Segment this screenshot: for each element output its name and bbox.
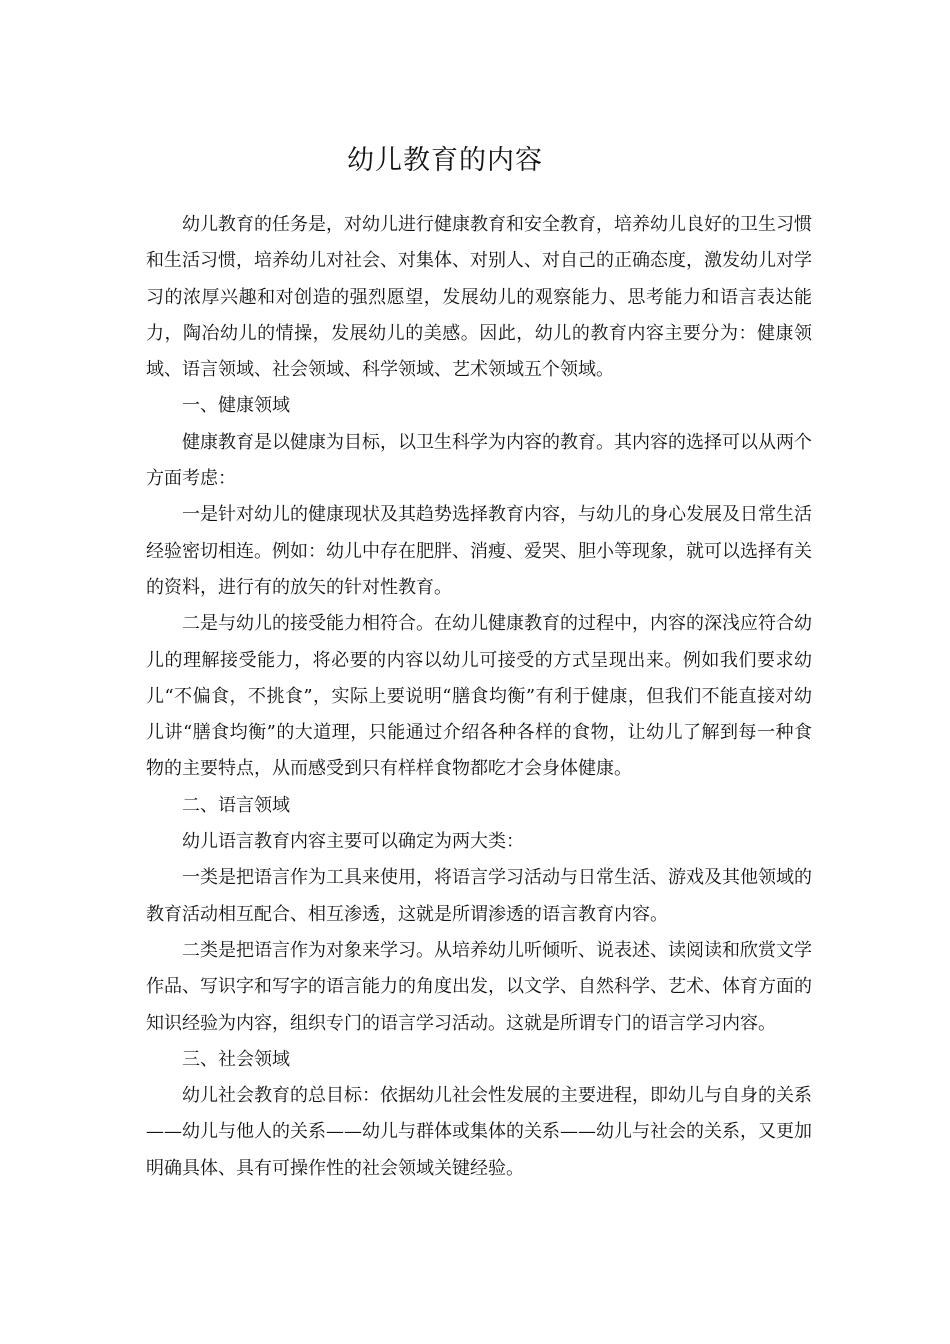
intro-paragraph: 幼儿教育的任务是，对幼儿进行健康教育和安全教育，培养幼儿良好的卫生习惯和生活习惯，培养幼儿对社会、对集体、对别人、对自己的正确态度，激发幼儿对学习的浓厚兴趣和对创造的强烈愿望，发展幼儿的观察能力、思考能力和语言表达能力，陶冶幼儿的情操，发展幼儿的美感。因此，幼儿的教育内容主要分为：健康领域、语言领域、社会领域、科学领域、艺术领域五个领域。 [146, 214, 812, 381]
section-heading-health: 一、健康领域 [182, 395, 290, 417]
paragraph-language-intro: 幼儿语言教育内容主要可以确定为两大类： [182, 831, 524, 853]
section-heading-language: 二、语言领域 [182, 794, 290, 816]
section-heading-social: 三、社会领域 [182, 1048, 290, 1070]
paragraph-health-point-2: 二是与幼儿的接受能力相符合。在幼儿健康教育的过程中，内容的深浅应符合幼儿的理解接受能力，将必要的内容以幼儿可接受的方式呈现出来。例如我们要求幼儿“不偏食，不挑食”，实际上要说明“膳食均衡”有利于健康，但我们不能直接对幼儿讲“膳食均衡”的大道理，只能通过介绍各种各样的食物，让幼儿了解到每一种食物的主要特点，从而感受到只有样样食物都吃才会身体健康。 [146, 613, 812, 780]
paragraph-health-intro: 健康教育是以健康为目标，以卫生科学为内容的教育。其内容的选择可以从两个方面考虑： [146, 431, 812, 490]
paragraph-language-type-1: 一类是把语言作为工具来使用，将语言学习活动与日常生活、游戏及其他领域的教育活动相互配合、相互渗透，这就是所谓渗透的语言教育内容。 [146, 867, 812, 925]
paragraph-social-goal: 幼儿社会教育的总目标：依据幼儿社会性发展的主要进程，即幼儿与自身的关系——幼儿与他人的关系——幼儿与群体或集体的关系——幼儿与社会的关系，又更加明确具体、具有可操作性的社会领域关键经验。 [146, 1085, 812, 1179]
document-title: 幼儿教育的内容 [347, 145, 543, 176]
paragraph-health-point-1: 一是针对幼儿的健康现状及其趋势选择教育内容，与幼儿的身心发展及日常生活经验密切相连。例如：幼儿中存在肥胖、消瘦、爱哭、胆小等现象，就可以选择有关的资料，进行有的放矢的针对性教育。 [146, 504, 812, 598]
paragraph-language-type-2: 二类是把语言作为对象来学习。从培养幼儿听倾听、说表述、读阅读和欣赏文学作品、写识字和写字的语言能力的角度出发，以文学、自然科学、艺术、体育方面的知识经验为内容，组织专门的语言学习活动。这就是所谓专门的语言学习内容。 [146, 939, 812, 1034]
document-body [146, 207, 812, 1187]
